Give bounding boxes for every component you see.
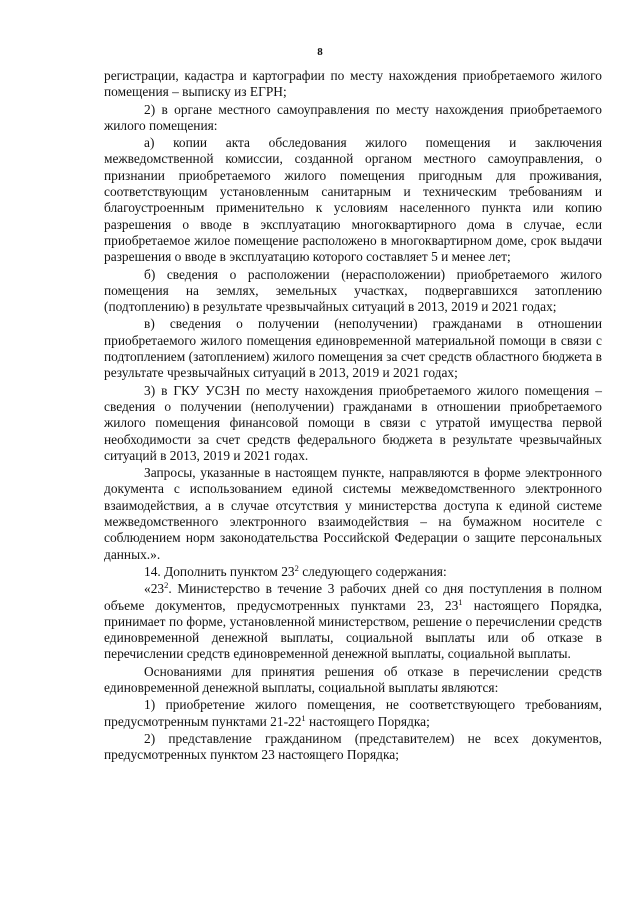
paragraph: Запросы, указанные в настоящем пункте, направляются в форме электронного документа с использованием единой системы межведомственного электронного взаимодействия, а в случае отсутствия у министерства доступа к единой системе межведомственного электронного взаимодействия – на бумажном носителе с соблюдением норм законодательства Российской Федерации о защите персональных данных.». — [104, 465, 602, 562]
paragraph: в) сведения о получении (неполучении) гражданами в отношении приобретаемого жилого помещения единовременной материальной помощи в связи с подтоплением (затоплением) жилого помещения за счет средств областного бюджета в результате чрезвычайных ситуаций в 2013, 2019 и 2021 годах; — [104, 316, 602, 381]
paragraph: 1) приобретение жилого помещения, не соответствующего требованиям, предусмотренным пунктами $21-22^1$ настоящего Порядка; — [104, 697, 602, 729]
document-body — [104, 68, 602, 764]
page-number: 8 — [317, 46, 323, 58]
paragraph: б) сведения о расположении (нерасположении) приобретаемого жилого помещения на землях, земельных участках, подвергавшихся затоплению (подтоплению) в результате чрезвычайных ситуаций в 2013, 2019 и 2021 годах; — [104, 266, 602, 315]
paragraph: «$23^2$. Министерство в течение 3 рабочих дней со дня поступления в полном объеме документов, предусмотренных пунктами 23, $23^1$ настоящего Порядка, принимает по форме, установленной министерством, решение о перечислении средств единовременной денежной выплаты, социальной выплаты или об отказе в перечислении средств единовременной денежной выплаты, социальной выплаты. — [104, 580, 602, 662]
paragraph: 2) в органе местного самоуправления по месту нахождения приобретаемого жилого помещения: — [104, 101, 602, 133]
paragraph: Основаниями для принятия решения об отказе в перечислении средств единовременной денежной выплаты, социальной выплаты являются: — [104, 663, 602, 695]
paragraph: а) копии акта обследования жилого помещения и заключения межведомственной комиссии, созданной органом местного самоуправления, о признании приобретаемого жилого помещения пригодным для проживания, соответствующим установленным санитарным и техническим требованиям и благоустроенным применительно к условиям населенного пункта или копию разрешения о вводе в эксплуатацию многоквартирного дома в случае, если приобретаемое жилое помещение расположено в многоквартирном доме, срок выдачи разрешения о вводе в эксплуатацию которого составляет 5 и менее лет; — [104, 135, 602, 265]
paragraph: 3) в ГКУ УСЗН по месту нахождения приобретаемого жилого помещения – сведения о получении (неполучении) гражданами в отношении приобретаемого жилого помещения финансовой помощи в связи с утратой имущества первой необходимости за счет средств федерального бюджета в результате чрезвычайных ситуаций в 2013, 2019 и 2021 годах. — [104, 382, 602, 463]
paragraph: регистрации, кадастра и картографии по месту нахождения приобретаемого жилого помещения – выписку из ЕГРН; — [104, 68, 602, 100]
paragraph: 2) представление гражданином (представителем) не всех документов, предусмотренных пунктом 23 настоящего Порядка; — [104, 730, 602, 763]
paragraph: 14. Дополнить пунктом $23^2$ следующего содержания: — [144, 562, 447, 579]
